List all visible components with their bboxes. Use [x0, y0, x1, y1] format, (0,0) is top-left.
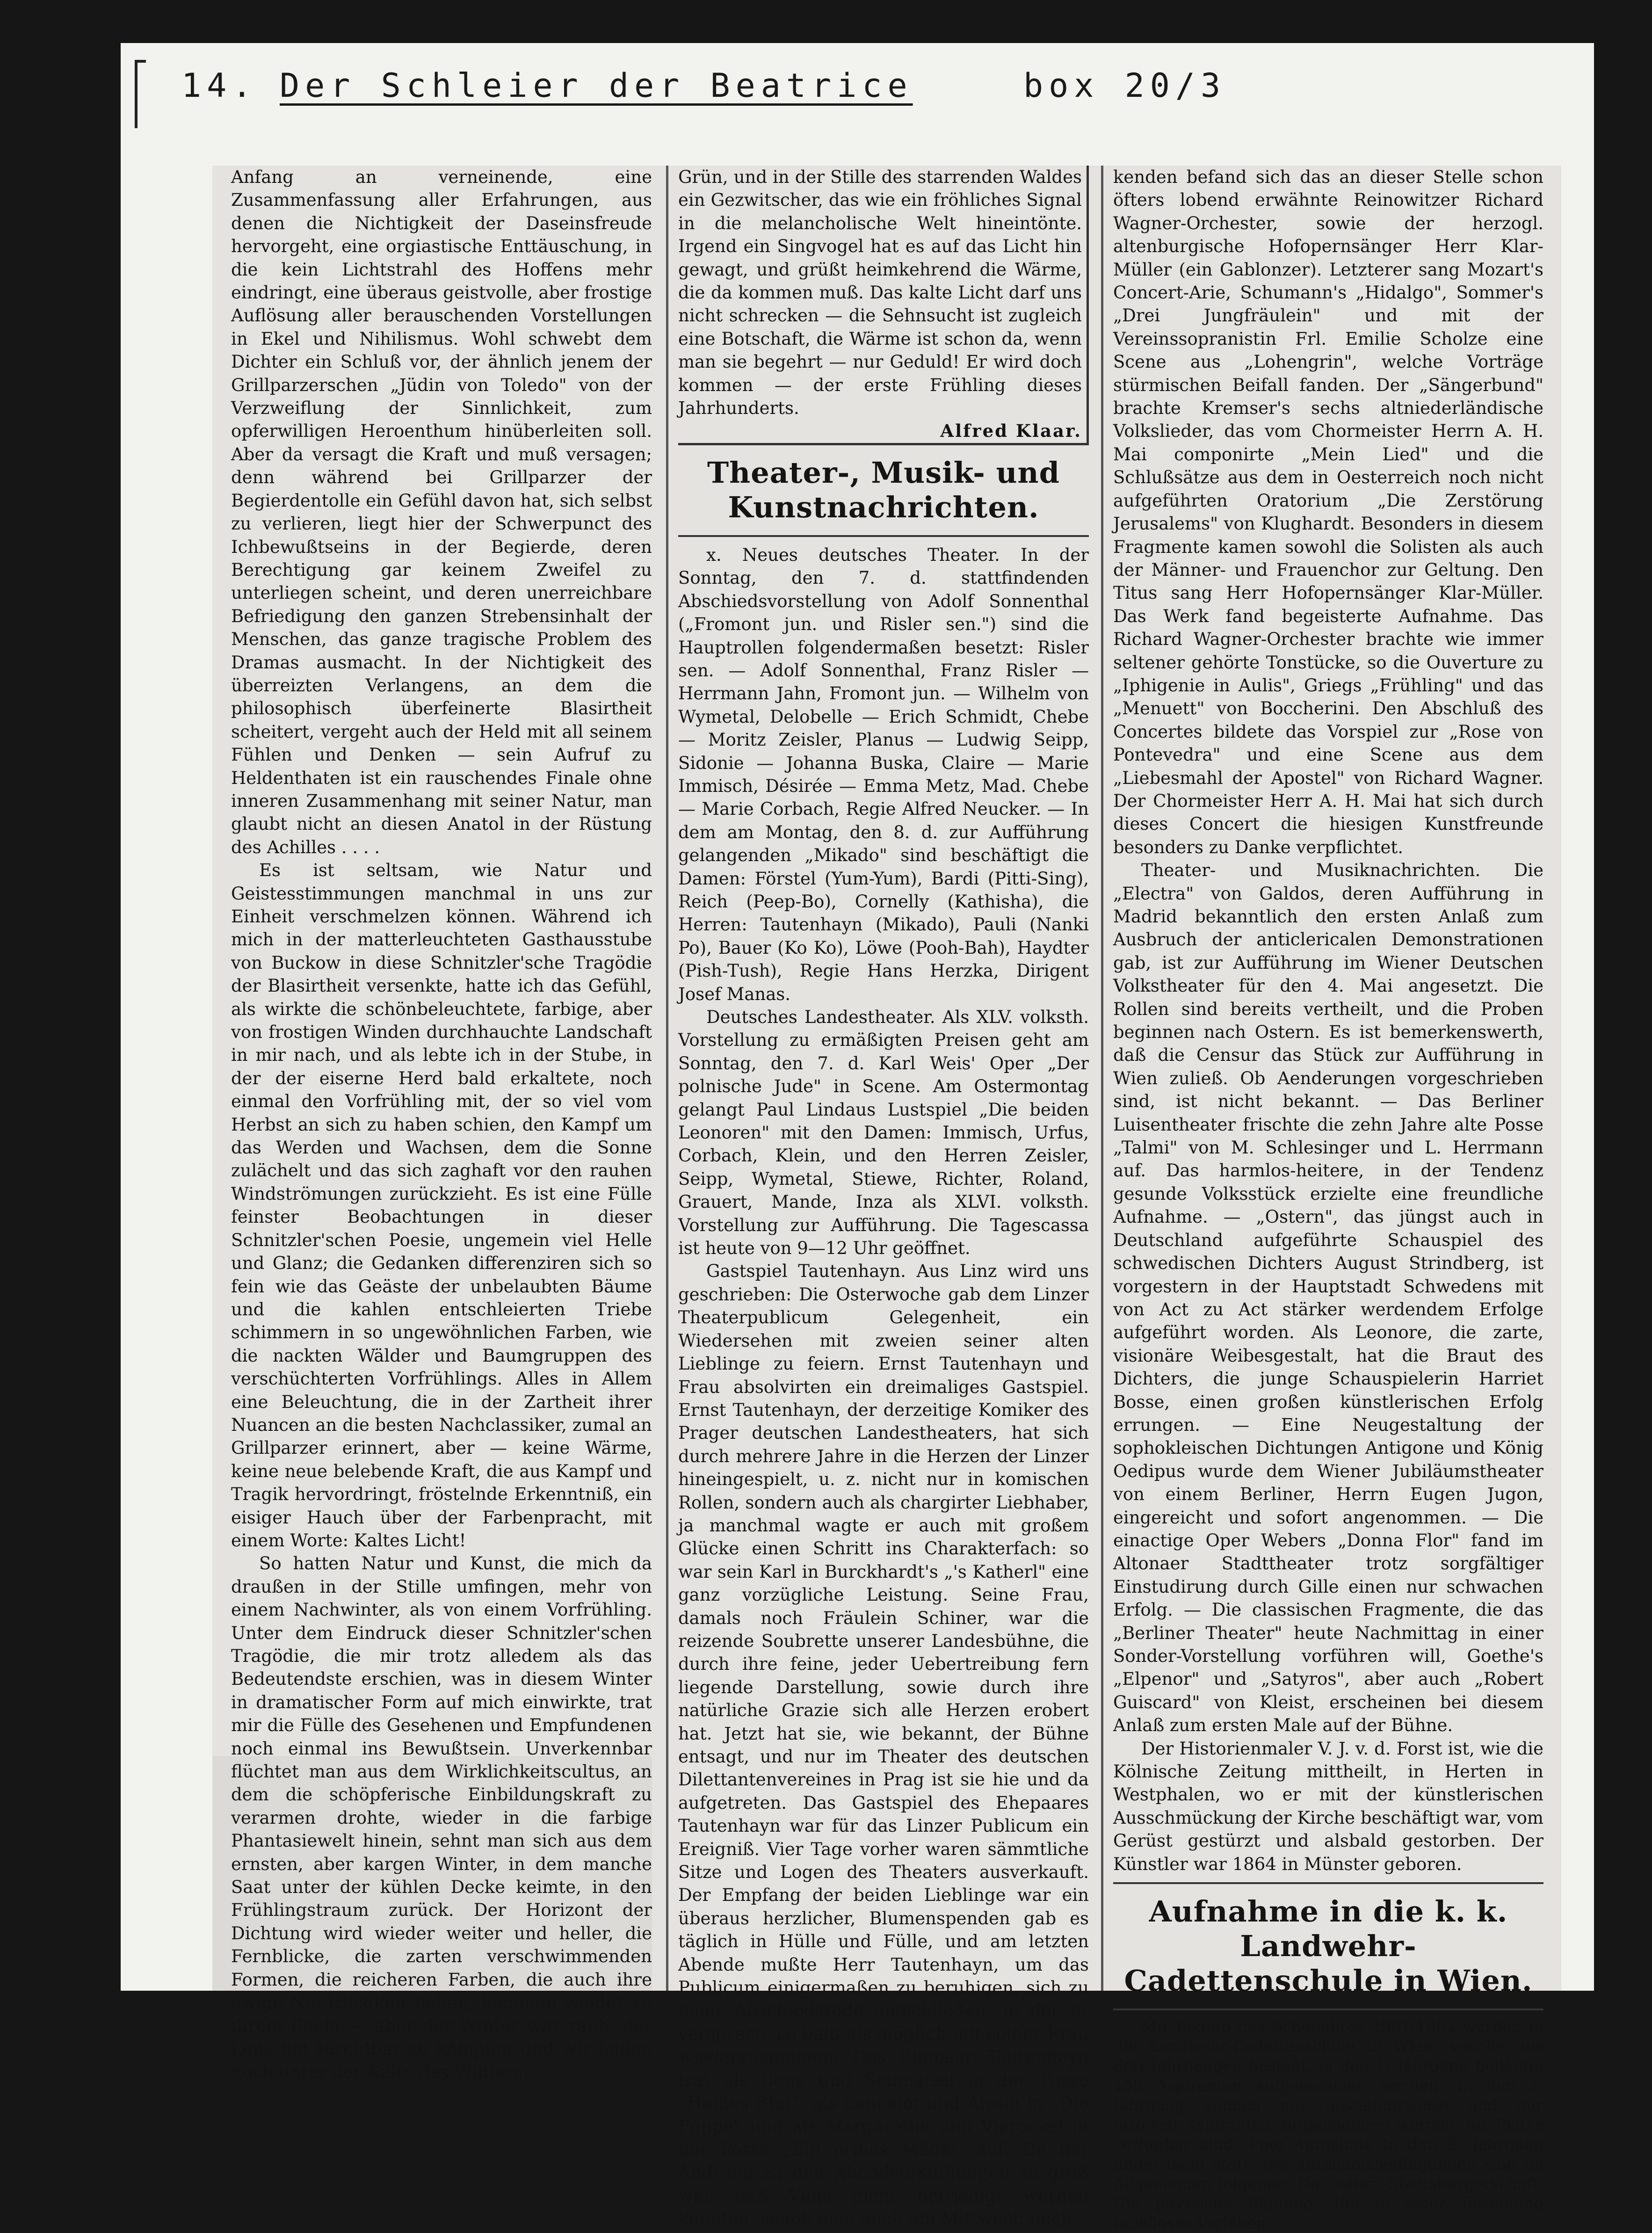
news-item: Mit Beginn des Schuljahres 1901/1902 werden in die Landwehr-Cadettenschule in Wien, welche aus drei Jahrgängen besteht, in den 1. Jahrgang beiläufig 150 Aspiranten aufgenommen werden. In den 2. Jahrgang können nur ausnahmsweise und nur insoweit Aspiranten aufgenommen werden, als Plätze verfügbar sind. Eine Aufnahme in den 3. Jahrgang findet nicht statt. Die Aufnahmsbedingungen sind im Allgemeinen folgende: Die österr. Staatsbürgerschaft. Die physische Eignung. Ein in jeder Beziehung tadelloses Vorleben. — [1113, 2017, 1543, 2233]
paragraph: Es ist seltsam, wie Natur und Geistesstimmungen manchmal in uns zur Einheit verschmelzen können. Während ich mich in der matterleuchteten Gasthausstube von Buckow in diese Schnitzler'sche Tragödie der Blasirtheit versenkte, hatte ich das Gefühl, als wirkte die schönbeleuchtete, farbige, aber von frostigen Winden durchhauchte Landschaft in mir nach, und als lebte ich in der Stube, in der der eiserne Herd bald erkaltete, noch einmal den Vorfrühling mit, der so viel vom Herbst an sich zu haben schien, den Kampf um das Werden und Wachsen, dem die Sonne zulächelt und das sich zaghaft vor den rauhen Windströmungen zurückzieht. Es ist eine Fülle feinster Beobachtungen in dieser Schnitzler'schen Poesie, ungemein viel Helle und Glanz; die Gedanken differenziren sich so fein wie das Geäste der unbelaubten Bäume und die kahlen entschleierten Triebe schimmern in so ungewöhnlichen Farben, wie die nackten Wälder und Baumgruppen des verschüchterten Vorfrühlings. Alles in Allem eine Beleuchtung, die in der Zartheit ihrer Nuancen an die besten Nachclassiker, zumal an Grillparzer erinnert, aber — keine Wärme, keine neue belebende Kraft, die aus Kampf und Tragik hervordringt, fröstelnde Erkenntniß, ein eisiger Hauch über der Farbenpracht, mit einem Worte: Kaltes Licht! — [231, 860, 652, 1551]
paragraph: So hatten Natur und Kunst, die mich da draußen in der Stille umfingen, mehr von einem Nachwinter, als von einem Vorfrühling. Unter dem Eindruck dieser Schnitzler'schen Tragödie, die mir trotz alledem als das Bedeutendste erschien, was in diesem Winter in dramatischer Form auf mich einwirkte, trat mir die Fülle des Gesehenen und Empfundenen noch einmal ins Bewußtsein. Unverkennbar flüchtet man aus dem Wirklichkeitscultus, an dem die schöpferische Einbildungskraft zu verarmen drohte, wieder in die farbige Phantasiewelt hinein, sehnt man sich aus dem ernsten, aber kargen Winter, in dem manche Saat unter der kühlen Decke keimte, in den Frühlingstraum zurück. Der Horizont der Dichtung wird wieder weiter und heller, die Fernblicke, die zarten verschwimmenden Formen, die reicheren Farben, die auch ihre ewige Natürlichkeit haben, kommen wieder zu ihrem Recht — aber der Winter war rauh, der Lenz hat furchtbar zu kämpfen und wir leiden noch unter der Kälte des Winters. — [231, 1553, 652, 2082]
section-heading: Aufnahme in die k. k. Landwehr-Cadettenschule in Wien. — [1124, 1894, 1533, 1998]
paragraph: Grün, und in der Stille des starrenden Waldes ein Gezwitscher, das wie ein fröhliches Signal in die melancholische Welt hineintönte. Irgend ein Singvogel hat es auf das Licht hin gewagt, und grüßt heimkehrend die Wärme, die da kommen muß. Das kalte Licht darf uns nicht schrecken — die Sehnsucht ist zugleich eine Botschaft, die Wärme ist schon da, wenn man sie begehrt — nur Geduld! Er wird doch kommen — der erste Frühling dieses Jahrhunderts. — [678, 167, 1082, 419]
column-left — [231, 166, 652, 2082]
heading-rule — [678, 535, 1089, 537]
news-item: x. Neues deutsches Theater. In der Sonntag, den 7. d. stattfindenden Abschiedsvorstellung von Adolf Sonnenthal („Fromont jun. und Risler sen.") sind die Hauptrollen folgendermaßen besetzt: Risler sen. — Adolf Sonnenthal, Franz Risler — Herrmann Jahn, Fromont jun. — Wilhelm von Wymetal, Delobelle — Erich Schmidt, Chebe — Moritz Zeisler, Planus — Ludwig Seipp, Sidonie — Johanna Buska, Claire — Marie Immisch, Désirée — Emma Metz, Mad. Chebe — Marie Corbach, Regie Alfred Neucker. — In dem am Montag, den 8. d. zur Aufführung gelangenden „Mikado" sind beschäftigt die Damen: Förstel (Yum-Yum), Bardi (Pitti-Sing), Reich (Peep-Bo), Cornelly (Kathisha), die Herren: Tautenhayn (Mikado), Pauli (Nanki Po), Bauer (Ko Ko), Löwe (Pooh-Bah), Haydter (Pish-Tush), Regie Hans Herzka, Dirigent Josef Manas. — [678, 544, 1089, 1004]
news-item: Deutsches Landestheater. Als XLV. volksth. Vorstellung zu ermäßigten Preisen geht am Sonntag, den 7. d. Karl Weis' Oper „Der polnische Jude" in Scene. Am Ostermontag gelangt Paul Lindaus Lustspiel „Die beiden Leonoren" mit den Damen: Immisch, Urfus, Corbach, Klein, und den Herren Zeisler, Seipp, Wymetal, Stiewe, Richter, Roland, Grauert, Mande, Inza als XLVI. volksth. Vorstellung zur Aufführung. Die Tagescassa ist heute von 9—12 Uhr geöffnet. — [678, 1007, 1089, 1259]
column-divider — [666, 166, 668, 1991]
corner-bracket-mark — [135, 60, 146, 128]
author-signature: Alfred Klaar. — [940, 420, 1082, 442]
news-item: Der Historienmaler V. J. v. d. Forst ist, wie die Kölnische Zeitung mittheilt, in Herten in Westphalen, wo er mit der künstlerischen Ausschmückung der Kirche beschäftigt war, vom Gerüst gestürzt und alsbald gestorben. Der Künstler war 1864 in Münster geboren. — [1113, 1738, 1543, 1874]
column-divider — [1101, 166, 1103, 1991]
work-title: Der Schleier der Beatrice — [280, 66, 913, 105]
newspaper-clipping — [212, 166, 1561, 2233]
item-number: 14. — [181, 66, 258, 105]
archive-sheet — [121, 43, 1594, 2233]
feuilleton-end — [678, 166, 1089, 445]
section-rule — [1113, 1882, 1543, 1884]
paragraph: Anfang an verneinende, eine Zusammenfassung aller Erfahrungen, aus denen die Nichtigkeit der Daseinsfreude hervorgeht, eine orgiastische Enttäuschung, in die kein Lichtstrahl des Hoffens mehr eindringt, eine überaus geistvolle, aber frostige Auflösung aller berauschenden Vorstellungen in Ekel und Nihilismus. Wohl schwebt dem Dichter ein Schluß vor, der ähnlich jenem der Grillparzerschen „Jüdin von Toledo" von der Verzweiflung der Sinnlichkeit, zum opferwilligen Heroenthum hinüberleiten soll. Aber da versagt die Kraft und muß versagen; denn während bei Grillparzer der Begierdentolle ein Gefühl davon hat, sich selbst zu verlieren, liegt hier der Schwerpunct des Ichbewußtseins in der Begierde, deren Berechtigung gar keinem Zweifel zu unterliegen scheint, und deren unerreichbare Befriedigung den ganzen Strebensinhalt der Menschen, das ganze tragische Problem des Dramas ausmacht. In der Nichtigkeit des überreizten Verlangens, an dem die philosophisch überfeinerte Blasirtheit scheitert, vergeht auch der Held mit all seinem Fühlen und Denken — sein Aufruf zu Heldenthaten ist ein rauschendes Finale ohne inneren Zusammenhang mit seiner Natur, man glaubt nicht an diesen Anatol in der Rüstung des Achilles . . . . — [231, 167, 652, 857]
column-right — [1113, 166, 1543, 2233]
section-heading: Theater-, Musik- und Kunstnachrichten. — [707, 455, 1060, 524]
news-item: Gastspiel Tautenhayn. Aus Linz wird uns geschrieben: Die Osterwoche gab dem Linzer Theaterpublicum Gelegenheit, ein Wiedersehen mit zweien seiner alten Lieblinge zu feiern. Ernst Tautenhayn und Frau absolvirten ein dreimaliges Gastspiel. Ernst Tautenhayn, der derzeitige Komiker des Prager deutschen Landestheaters, hat sich durch mehrere Jahre in die Herzen der Linzer hineingespielt, u. z. nicht nur in komischen Rollen, sondern auch als chargirter Liebhaber, ja manchmal wagte er auch mit großem Glücke einen Schritt ins Charakterfach: so war sein Karl in Burckhardt's „'s Katherl" eine ganz vorzügliche Leistung. Seine Frau, damals noch Fräulein Schiner, war die reizende Soubrette unserer Landesbühne, die durch ihre feine, jeder Uebertreibung fern liegende Darstellung, sowie durch ihre natürliche Grazie sich alle Herzen erobert hat. Jetzt hat sie, wie bekannt, der Bühne entsagt, und nur im Theater des deutschen Dilettantenvereines in Prag ist sie hie und da aufgetreten. Das Gastspiel des Ehepaares Tautenhayn war für das Linzer Publicum ein Ereigniß. Vier Tage vorher waren sämmtliche Sitze und Logen des Theaters ausverkauft. Der Empfang der beiden Lieblinge war ein überaus herzlicher, Blumenspenden gab es täglich in Hülle und Fülle, und am letzten Abende mußte Herr Tautenhayn, um das Publicum einigermaßen zu beruhigen, sich zu einer Abschiedsrede entschließen, in der er versprach, so bald als möglich mit seiner Frau wiederzukommen. Das Ehepaar Tautenhayn trat als Ilona und Schmalzel in der Posse „Heißes Blut", als Lancelot und Alesia in „Die Puppe" und als Margarethe und Vieröckel in der Posse „Ein armes Mädel" auf. Da der Andrang zu den Abendvorstellungen so groß war, daß Viele nicht befriedigt werden konnten, schob man auch am Mittwoch noch — [678, 1261, 1089, 2229]
column-middle — [678, 166, 1089, 2229]
heading-rule — [1113, 2008, 1543, 2010]
news-item: Theater- und Musiknachrichten. Die „Electra" von Galdos, deren Aufführung in Madrid bekanntlich den ersten Anlaß zum Ausbruch der anticlericalen Demonstrationen gab, ist zur Aufführung im Wiener Deutschen Volkstheater für den 4. Mai angesetzt. Die Rollen sind bereits vertheilt, und die Proben beginnen nach Ostern. Es ist bemerkenswerth, daß die Censur das Stück zur Aufführung in Wien zuließ. Ob Aenderungen vorgeschrieben sind, ist nicht bekannt. — Das Berliner Luisentheater frischte die zehn Jahre alte Posse „Talmi" von M. Schlesinger und L. Herrmann auf. Das harmlos-heitere, in der Tendenz gesunde Volksstück erzielte eine freundliche Aufnahme. — „Ostern", das jüngst auch in Deutschland aufgeführte Schauspiel des schwedischen Dichters August Strindberg, ist vorgestern in der Hauptstadt Schwedens mit von Act zu Act stärker werdendem Erfolge aufgeführt worden. Als Leonore, die zarte, visionäre Weibesgestalt, hat die Braut des Dichters, die junge Schauspielerin Harriet Bosse, einen großen künstlerischen Erfolg errungen. — Eine Neugestaltung der sophokleischen Dichtungen Antigone und König Oedipus wurde dem Wiener Jubiläumstheater von einem Berliner, Herrn Eugen Jugon, eingereicht und sofort angenommen. — Die einactige Oper Webers „Donna Flor" fand im Altonaer Stadttheater trotz sorgfältiger Einstudirung durch Gille einen nur schwachen Erfolg. — Die classischen Fragmente, die das „Berliner Theater" heute Nachmittag in einer Sonder-Vorstellung vorführen will, Goethe's „Elpenor" und „Satyros", aber auch „Robert Guiscard" von Kleist, erscheinen bei diesem Anlaß zum ersten Male auf der Bühne. — [1113, 860, 1543, 1736]
box-label: box 20/3 — [1023, 66, 1226, 105]
paragraph: kenden befand sich das an dieser Stelle schon öfters lobend erwähnte Reinowitzer Richard Wagner-Orchester, sowie der herzogl. altenburgische Hofopernsänger Herr Klar-Müller (ein Gablonzer). Letzterer sang Mozart's Concert-Arie, Schumann's „Hidalgo", Sommer's „Drei Jungfräulein" und mit der Vereinssopranistin Frl. Emilie Scholze eine Scene aus „Lohengrin", welche Vorträge stürmischen Beifall fanden. Der „Sängerbund" brachte Kremser's sechs altniederländische Volkslieder, das vom Chormeister Herrn A. H. Mai componirte „Mein Lied" und die Schlußsätze aus dem in Oesterreich noch nicht aufgeführten Oratorium „Die Zerstörung Jerusalems" von Klughardt. Besonders in diesem Fragmente kamen sowohl die Solisten als auch der Männer- und Frauenchor zur Geltung. Den Titus sang Herr Hofopernsänger Klar-Müller. Das Werk fand begeisterte Aufnahme. Das Richard Wagner-Orchester brachte wie immer seltener gehörte Tonstücke, so die Ouverture zu „Iphigenie in Aulis", Griegs „Frühling" und das „Menuett" von Boccherini. Den Abschluß des Concertes bildete das Vorspiel zur „Rose von Pontevedra" und eine Scene aus dem „Liebesmahl der Apostel" von Richard Wagner. Der Chormeister Herr A. H. Mai hat sich durch dieses Concert die hiesigen Kunstfreunde besonders zu Danke verpflichtet. — [1113, 167, 1543, 857]
